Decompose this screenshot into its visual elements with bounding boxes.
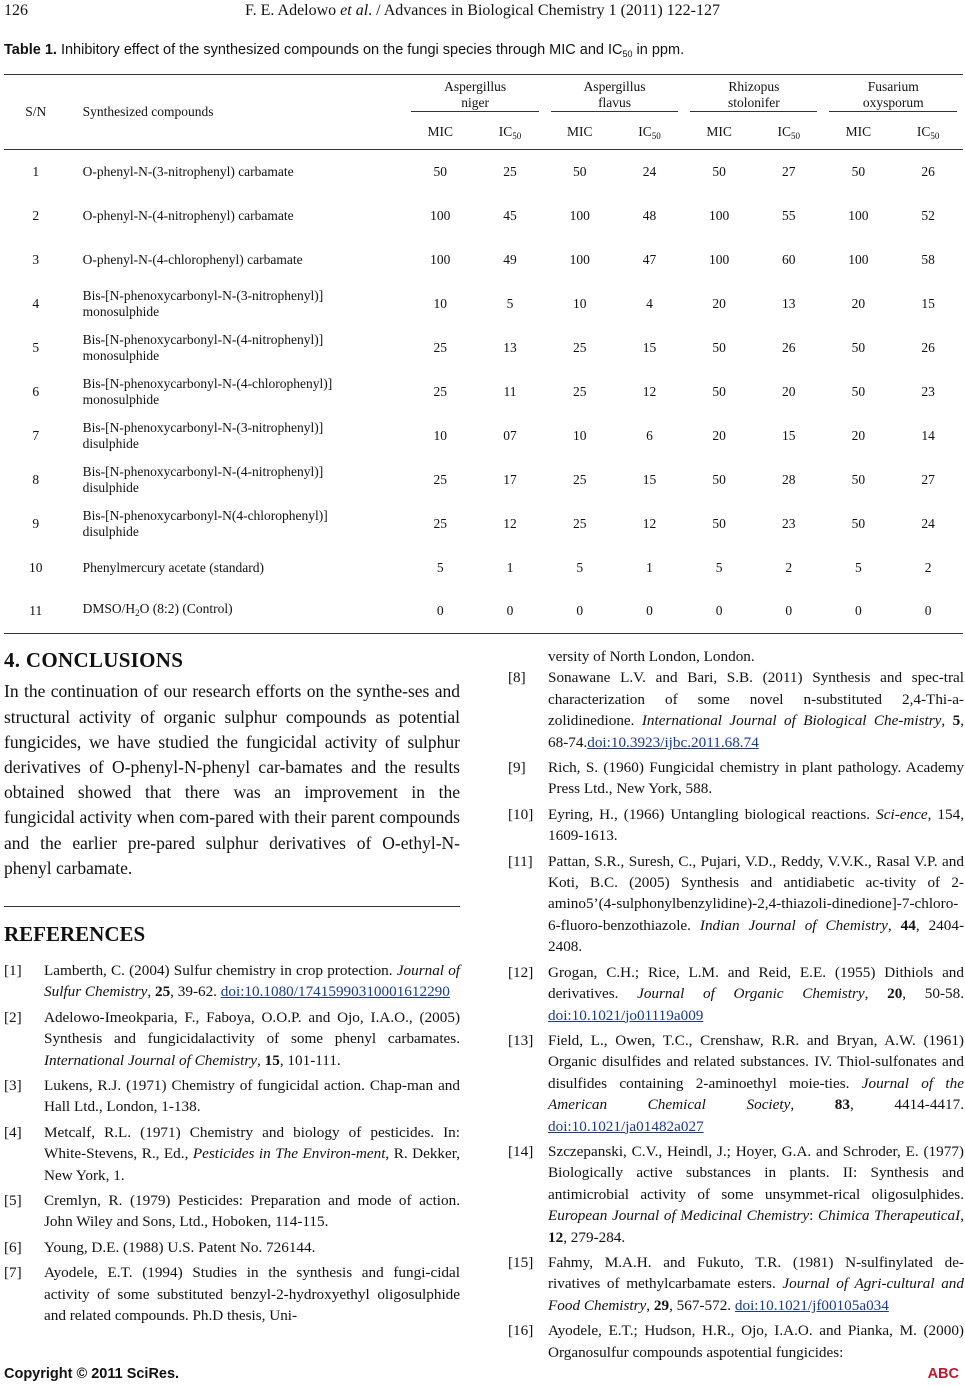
cell-ic50: 0 [646, 603, 653, 619]
header-group [823, 75, 963, 116]
reference-item [508, 804, 964, 847]
reference-number: [15] [508, 1253, 534, 1271]
reference-text [548, 851, 964, 958]
row-sn: 3 [32, 251, 40, 267]
reference-authors-title: Lukens, R.J. (1971) Chemistry of fungicidal action. Chap-man and Hall Ltd., London, 1-138. [44, 1077, 460, 1116]
cell-mic: 20 [712, 295, 726, 311]
reference-volume: 12 [548, 1228, 564, 1246]
reference-journal: Indian Journal of Chemistry [699, 916, 888, 934]
ic-label: IC [916, 123, 931, 139]
conclusions-text: In the continuation of our research efforts on the synthe-ses and structural activity of organic sulphur compounds as potential fungicides, we have studied the fungicidal activity of sulphur derivatives of O-phenyl-N-phenyl car-bamates and the results obtained showed that there was an improvement in the fungicidal activity when com-pared with their parent compounds and the earlier pre-pared sulphur derivatives of O-ethyl-N-phenyl carbamate. [4, 681, 460, 878]
reference-text [548, 1320, 964, 1363]
reference-authors-title: Ayodele, E.T.; Hudson, H.R., Ojo, I.A.O. and Pianka, M. (2000) Organosulfur compounds aspotential fungicides: [548, 1322, 964, 1361]
header-mic: MIC [566, 124, 593, 139]
row-sn: 7 [32, 427, 40, 443]
table-row [4, 502, 963, 546]
reference-number: [10] [508, 805, 534, 823]
cell-mic: 25 [572, 515, 587, 531]
cell-ic50: 20 [781, 383, 796, 399]
reference-pages: , 2404-2408. [548, 916, 965, 956]
row-compound [68, 282, 406, 326]
cell-ic50: 24 [921, 515, 935, 531]
reference-authors-title: Sonawane L.V. and Bari, S.B. (2011) Synthesis and spec-tral characterization of some novel n-substituted 2,4-Thi-a-zolidinedione. [548, 669, 964, 730]
reference-item [508, 1030, 964, 1137]
footer-journal: ABC [927, 1366, 959, 1382]
cell-ic50: 12 [503, 515, 517, 531]
references-right [508, 646, 964, 1367]
row-compound [68, 502, 406, 546]
cell-ic50: 47 [642, 251, 657, 267]
group-line1: Aspergillus [444, 78, 507, 94]
row-compound [68, 150, 406, 194]
cell-ic50: 12 [642, 383, 657, 399]
reference-text [548, 757, 964, 800]
reference-number: [1] [4, 962, 22, 979]
reference-item [508, 667, 964, 753]
reference-volume: 29 [653, 1296, 670, 1314]
reference-text [548, 962, 964, 1026]
cell-mic: 100 [848, 251, 869, 267]
compound-line2: monosulphide [82, 303, 160, 319]
table-row [4, 458, 963, 502]
compound-line2: disulphide [82, 435, 139, 451]
cell-mic: 100 [709, 207, 730, 223]
cell-mic: 25 [572, 339, 587, 355]
cell-mic: 50 [712, 383, 726, 399]
cell-ic50: 58 [921, 251, 935, 267]
section-divider [4, 906, 460, 907]
table-row [4, 414, 963, 458]
compound-line2: disulphide [82, 479, 139, 495]
reference-sep: : [809, 1207, 819, 1225]
reference-sep: , 154, 1609-1613. [548, 805, 964, 845]
reference-number: [7] [4, 1264, 22, 1282]
cell-mic: 50 [851, 163, 866, 179]
reference-number: [2] [4, 1008, 22, 1026]
reference-authors-title: Ayodele, E.T. (1994) Studies in the synthesis and fungi-cidal activity of some substituted benzyl-2-hydroxyethyl oligosulphide and related compounds. Ph.D thesis, Uni- [44, 1264, 460, 1325]
doi-link[interactable]: doi:10.1021/ja01482a027 [548, 1117, 704, 1135]
reference-number: [11] [508, 852, 533, 870]
reference-sep: , [147, 983, 155, 1001]
table-caption-label: Table 1. [4, 42, 57, 58]
cell-mic: 50 [712, 471, 726, 487]
cell-mic: 5 [436, 559, 444, 575]
cell-mic: 25 [433, 383, 447, 399]
header-ic50 [754, 115, 824, 150]
reference-item [508, 1141, 964, 1248]
cell-mic: 50 [433, 163, 447, 179]
reference-number: [5] [4, 1192, 22, 1210]
table-row [4, 546, 963, 590]
reference-sep: , [790, 1096, 835, 1114]
cell-ic50: 27 [781, 163, 796, 179]
cell-mic: 100 [569, 251, 590, 267]
cell-ic50: 0 [785, 603, 793, 619]
row-sn: 9 [32, 515, 40, 531]
reference-number: [9] [508, 759, 526, 777]
cell-ic50: 23 [781, 515, 796, 531]
reference-volume: 15 [264, 1051, 280, 1069]
reference-number: [8] [508, 669, 526, 687]
reference-text [44, 1122, 460, 1186]
row-compound [68, 546, 406, 590]
compound-line1: Bis-[N-phenoxycarbonyl-N(4-chlorophenyl)] [82, 507, 328, 523]
cell-ic50: 24 [642, 163, 657, 179]
compound-tail: O (8:2) (Control) [139, 601, 233, 617]
cell-mic: 100 [709, 251, 730, 267]
cell-ic50: 0 [924, 603, 932, 619]
reference-text [44, 960, 460, 1003]
cell-mic: 0 [436, 603, 444, 619]
group-line2: oxysporum [862, 94, 924, 110]
reference-pages: , 279-284. [563, 1228, 626, 1246]
row-sn: 4 [32, 295, 40, 311]
cell-ic50: 52 [921, 207, 935, 223]
compound-line1: Bis-[N-phenoxycarbonyl-N-(4-chlorophenyl)] [82, 375, 333, 391]
cell-ic50: 49 [503, 251, 517, 267]
reference-journal: Journal of Organic Chemistry [637, 985, 865, 1003]
compound-line1: Phenylmercury acetate (standard) [82, 559, 265, 575]
cell-mic: 5 [715, 559, 723, 575]
cell-ic50: 4 [646, 295, 653, 311]
running-head-etal: et al [340, 2, 369, 19]
cell-mic: 0 [715, 603, 723, 619]
reference-authors-title: Adelowo-Imeokparia, F., Faboya, O.O.P. and Ojo, I.A.O., (2005) Synthesis and fungicidalactivity of some phenyl carbamates. [44, 1008, 460, 1048]
header-ic50 [615, 115, 685, 150]
ic-label: IC [498, 123, 513, 139]
cell-mic: 10 [572, 427, 587, 443]
reference-authors-title: Eyring, H., (1966) Untangling biological reactions. [548, 805, 877, 823]
reference-item [4, 1075, 460, 1118]
compound-line1: DMSO/H [82, 601, 136, 617]
cell-ic50: 26 [921, 339, 935, 355]
ic-sub: 50 [651, 130, 661, 141]
row-compound [68, 238, 406, 282]
reference-item [508, 757, 964, 800]
reference-volume: 83 [834, 1096, 850, 1114]
cell-mic: 0 [576, 603, 584, 619]
reference-pages: , 68-74. [548, 712, 964, 751]
cell-ic50: 15 [642, 471, 657, 487]
cell-ic50: 25 [503, 163, 517, 179]
table-row [4, 326, 963, 370]
cell-ic50: 15 [642, 339, 657, 355]
cell-mic: 50 [712, 515, 726, 531]
cell-ic50: 26 [781, 339, 796, 355]
cell-ic50: 17 [503, 471, 517, 487]
running-head [0, 2, 965, 20]
cell-mic: 100 [569, 207, 590, 223]
page-number: 126 [4, 2, 28, 19]
reference-text [548, 1141, 964, 1248]
cell-ic50: 5 [506, 295, 514, 311]
cell-ic50: 26 [921, 163, 935, 179]
cell-ic50: 2 [785, 559, 793, 575]
reference-number: [6] [4, 1238, 22, 1256]
row-sn: 10 [29, 559, 43, 575]
doi-link[interactable]: doi:10.1021/jf00105a034 [734, 1296, 889, 1314]
row-compound [68, 194, 406, 238]
header-compounds: Synthesized compounds [82, 104, 214, 119]
reference-journal: Chimica TherapeuticaI [818, 1207, 961, 1225]
compound-line1: O-phenyl-N-(3-nitrophenyl) carbamate [82, 163, 294, 179]
references-left [4, 960, 460, 1331]
row-sn: 1 [32, 163, 40, 179]
ic-sub: 50 [512, 130, 522, 141]
cell-ic50: 13 [503, 339, 517, 355]
cell-ic50: 12 [642, 515, 657, 531]
compound-sub: 2 [135, 608, 140, 619]
cell-mic: 25 [572, 383, 587, 399]
reference-item [508, 1320, 964, 1363]
cell-ic50: 1 [506, 559, 514, 575]
cell-ic50: 2 [924, 559, 932, 575]
group-line2: niger [461, 94, 489, 110]
cell-ic50: 60 [781, 251, 796, 267]
reference-authors-title: Rich, S. (1960) Fungicidal chemistry in plant pathology. Academy Press Ltd., New York, 588. [548, 759, 964, 798]
cell-ic50: 0 [506, 603, 514, 619]
reference-item [4, 1237, 460, 1258]
reference-number: [3] [4, 1077, 22, 1095]
cell-mic: 5 [576, 559, 584, 575]
cell-ic50: 1 [646, 559, 653, 575]
reference-authors-title: Lamberth, C. (2004) Sulfur chemistry in crop protection. [44, 962, 397, 979]
reference-volume: 5 [952, 712, 961, 730]
header-ic50 [475, 115, 545, 150]
cell-mic: 50 [851, 515, 866, 531]
reference-text [44, 1237, 460, 1258]
reference-volume: 20 [887, 985, 903, 1003]
cell-ic50: 23 [921, 383, 935, 399]
reference-item [4, 1122, 460, 1186]
reference-authors-title: Szczepanski, C.V., Heindl, J.; Hoyer, G.A. and Schroder, E. (1977) Biologically active substances in plants. II: Synthesis and antimicrobial activity of some unsymmet-rical oligosulphides. [548, 1142, 964, 1203]
reference-sep: , [887, 916, 901, 934]
group-line1: Fusarium [867, 78, 919, 94]
compound-line2: monosulphide [82, 347, 160, 363]
reference-journal: International Journal of Chemistry [44, 1051, 258, 1069]
header-group [405, 75, 544, 116]
cell-mic: 25 [433, 515, 447, 531]
reference-text [548, 1252, 964, 1316]
reference-pages: , 39-62. [170, 983, 221, 1001]
reference-text [44, 1075, 460, 1118]
ic-label: IC [777, 123, 791, 139]
cell-mic: 10 [433, 295, 447, 311]
cell-ic50: 48 [642, 207, 657, 223]
cell-ic50: 55 [781, 207, 796, 223]
doi-link[interactable]: doi:10.3923/ijbc.2011.68.74 [587, 733, 759, 751]
cell-mic: 10 [572, 295, 587, 311]
reference-sep: , [646, 1296, 654, 1314]
reference-item [508, 962, 964, 1026]
reference-authors-title: Fahmy, M.A.H. and Fukuto, T.R. (1981) N-sulfinylated de- rivatives of methylcarbamate esters. [548, 1253, 964, 1293]
cell-mic: 25 [433, 339, 447, 355]
reference-sep: , [960, 1207, 964, 1225]
compound-line1: Bis-[N-phenoxycarbonyl-N-(3-nitrophenyl)] [82, 287, 324, 303]
reference-journal: Sci-ence [876, 805, 928, 823]
cell-mic: 5 [854, 559, 862, 575]
group-line1: Aspergillus [583, 78, 646, 94]
table-row [4, 194, 963, 238]
cell-mic: 50 [712, 339, 726, 355]
left-column [4, 646, 460, 881]
table-row [4, 370, 963, 414]
doi-link[interactable]: doi:10.1021/jo01119a009 [548, 1006, 704, 1024]
table-caption-sub: 50 [622, 49, 633, 59]
cell-mic: 10 [433, 427, 447, 443]
cell-mic: 20 [851, 295, 866, 311]
reference-journal: European Journal of Medicinal Chemistry [548, 1207, 810, 1225]
reference-journal: Pesticides in The Environ-ment [192, 1145, 386, 1163]
table-caption-tail: in ppm. [632, 42, 685, 58]
compound-line1: Bis-[N-phenoxycarbonyl-N-(3-nitrophenyl)] [82, 419, 324, 435]
table-row [4, 238, 963, 282]
reference-pages: , 4414-4417. [849, 1096, 964, 1114]
doi-link[interactable]: doi:10.1080/17415990310001612290 [220, 983, 450, 1001]
references-heading: REFERENCES [4, 922, 146, 946]
reference-text [548, 667, 964, 753]
reference-number: [14] [508, 1142, 534, 1160]
reference-sep: , R. Dekker, New York, 1. [44, 1145, 460, 1184]
row-compound [68, 590, 406, 634]
cell-ic50: 14 [921, 427, 935, 443]
cell-mic: 50 [572, 163, 587, 179]
reference-number: [16] [508, 1322, 534, 1340]
reference-number: [13] [508, 1031, 534, 1049]
reference-sep: , [941, 712, 953, 730]
cell-ic50: 6 [646, 427, 653, 443]
compound-line1: O-phenyl-N-(4-nitrophenyl) carbamate [82, 207, 294, 223]
ic-sub: 50 [790, 130, 800, 141]
ic-sub: 50 [930, 130, 940, 141]
reference-item [508, 1252, 964, 1316]
cell-mic: 20 [851, 427, 866, 443]
header-group [545, 75, 684, 116]
reference-authors-title: Pattan, S.R., Suresh, C., Pujari, V.D., Reddy, V.V.K., Rasal V.P. and Koti, B.C. (2005) Synthesis and antidiabetic ac-tivity of 2-amino5’(4-sulphonylbenzylidine)-2,4-thiazoli-dinedione]-7-chloro-6-fluoro-benzothiazole. [548, 852, 964, 934]
cell-mic: 100 [430, 207, 451, 223]
reference-item [4, 1007, 460, 1071]
reference-volume: 44 [900, 916, 916, 934]
row-sn: 8 [32, 471, 40, 487]
compound-line1: O-phenyl-N-(4-chlorophenyl) carbamate [82, 251, 303, 267]
header-mic: MIC [845, 124, 872, 139]
reference-text [44, 1007, 460, 1071]
cell-ic50: 45 [503, 207, 517, 223]
group-line1: Rhizopus [728, 78, 780, 94]
table-row [4, 282, 963, 326]
reference-text [44, 1190, 460, 1233]
reference-authors-title: Grogan, C.H.; Rice, L.M. and Reid, E.E. (1955) Dithiols and derivatives. [548, 963, 964, 1003]
cell-mic: 0 [854, 603, 862, 619]
footer-copyright: Copyright © 2011 SciRes. [4, 1366, 180, 1382]
row-sn: 6 [32, 383, 40, 399]
group-line2: stolonifer [728, 94, 780, 110]
reference-number: [4] [4, 1123, 22, 1141]
header-mic: MIC [427, 124, 453, 139]
cell-mic: 50 [851, 471, 866, 487]
cell-ic50: 07 [503, 427, 517, 443]
cell-mic: 50 [712, 163, 726, 179]
results-table [4, 74, 963, 634]
reference-item [4, 1190, 460, 1233]
cell-mic: 25 [572, 471, 587, 487]
table-row [4, 150, 963, 194]
conclusions-heading: 4. CONCLUSIONS [4, 648, 184, 672]
compound-line1: Bis-[N-phenoxycarbonyl-N-(4-nitrophenyl)] [82, 331, 324, 347]
cell-ic50: 28 [781, 471, 796, 487]
reference-pages: , 567-572. [669, 1296, 735, 1314]
row-compound [68, 458, 406, 502]
group-line2: flavus [598, 94, 632, 110]
reference-volume: 25 [154, 983, 171, 1001]
cell-ic50: 27 [921, 471, 935, 487]
cell-ic50: 15 [921, 295, 935, 311]
reference-number: [12] [508, 963, 534, 981]
reference-continuation: versity of North London, London. [548, 648, 755, 665]
compound-line2: disulphide [82, 523, 139, 539]
header-mic: MIC [706, 124, 732, 139]
reference-item [4, 1262, 460, 1326]
header-ic50 [893, 115, 963, 150]
reference-item [508, 851, 964, 958]
row-compound [68, 326, 406, 370]
table-row [4, 590, 963, 634]
running-head-journal: . / Advances in Biological Chemistry 1 (2011) 122-127 [368, 2, 720, 19]
reference-pages: , 50-58. [902, 985, 964, 1003]
cell-mic: 25 [433, 471, 447, 487]
reference-sep: , [257, 1051, 265, 1069]
table-caption [4, 42, 684, 59]
table-caption-text: Inhibitory effect of the synthesized compounds on the fungi species through MIC and IC [60, 42, 623, 58]
row-sn: 2 [32, 207, 40, 223]
reference-journal: Journal of Sulfur Chemistry [44, 962, 461, 1001]
reference-text [548, 1030, 964, 1137]
reference-journal: International Journal of Biological Che-mistry [641, 712, 942, 730]
cell-mic: 50 [851, 339, 866, 355]
reference-authors-title: Field, L., Owen, T.C., Crenshaw, R.R. and Bryan, A.W. (1961) Organic disulfides and related substances. IV. Thiol-sulfonates and disulfides containing 2-aminoethyl moie-ties. [548, 1031, 964, 1092]
row-compound [68, 370, 406, 414]
cell-mic: 100 [848, 207, 869, 223]
running-head-authors: F. E. Adelowo [245, 2, 337, 19]
row-sn: 5 [32, 339, 40, 355]
compound-line2: monosulphide [82, 391, 160, 407]
cell-mic: 50 [851, 383, 866, 399]
compound-line1: Bis-[N-phenoxycarbonyl-N-(4-nitrophenyl)] [82, 463, 324, 479]
reference-text [44, 1262, 460, 1326]
row-sn: 11 [29, 603, 43, 619]
reference-journal: Journal of Agri-cultural and Food Chemistry [548, 1275, 964, 1314]
cell-mic: 100 [430, 251, 451, 267]
reference-journal: Journal of the American Chemical Society [548, 1074, 964, 1114]
cell-ic50: 11 [503, 383, 517, 399]
header-sn: S/N [25, 104, 47, 119]
reference-text [548, 804, 964, 847]
reference-item [4, 960, 460, 1003]
reference-authors-title: Young, D.E. (1988) U.S. Patent No. 726144. [44, 1238, 316, 1256]
cell-ic50: 15 [781, 427, 796, 443]
reference-pages: , 101-111. [279, 1051, 341, 1069]
row-compound [68, 414, 406, 458]
ic-label: IC [638, 123, 652, 139]
reference-sep: , [864, 985, 888, 1003]
header-group [684, 75, 823, 116]
cell-ic50: 13 [781, 295, 796, 311]
cell-mic: 20 [712, 427, 726, 443]
reference-authors-title: Metcalf, R.L. (1971) Chemistry and biology of pesticides. In: White-Stevens, R., Ed., [44, 1123, 460, 1163]
reference-authors-title: Cremlyn, R. (1979) Pesticides: Preparation and mode of action. John Wiley and Sons, Ltd., Hoboken, 114-115. [44, 1192, 460, 1231]
